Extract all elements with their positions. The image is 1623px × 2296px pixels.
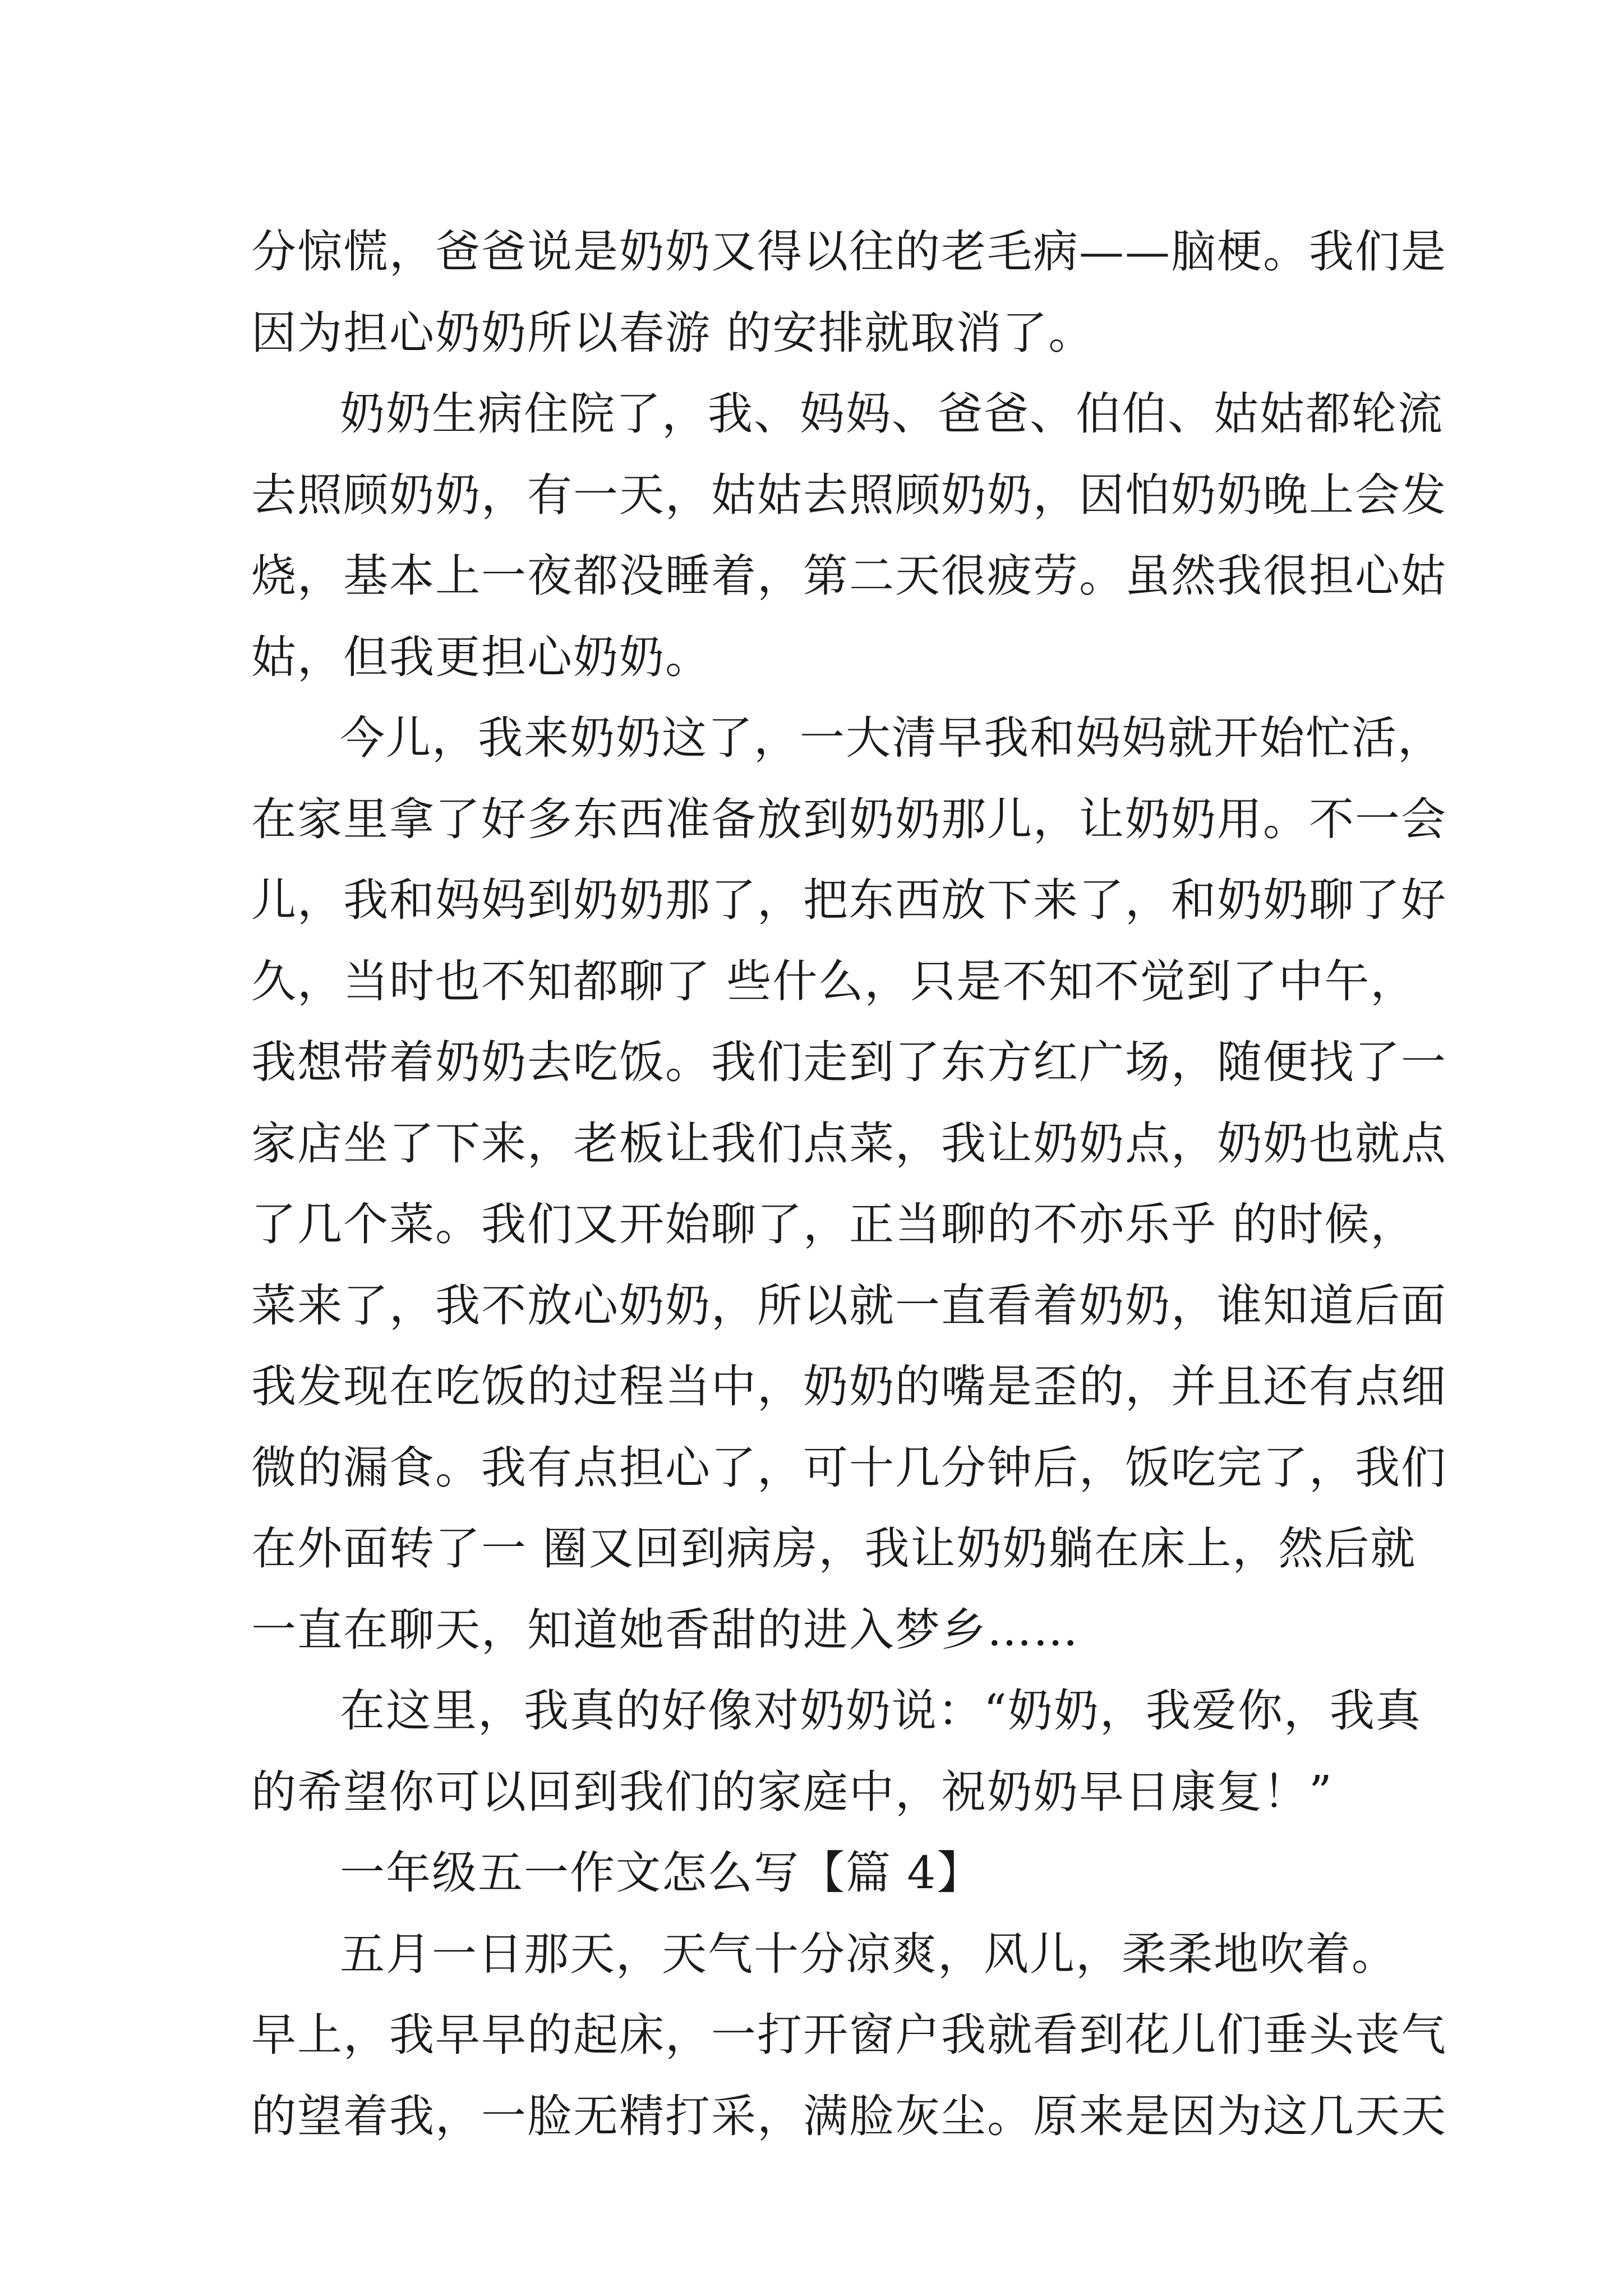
- text-line: 早上，我早早的起床，一打开窗户我就看到花儿们垂头丧气: [251, 2009, 1447, 2061]
- text-line: 了几个菜。我们又开始聊了，正当聊的不亦乐乎 的时候，: [251, 1198, 1417, 1250]
- section-heading: 一年级五一作文怎么写【篇 4】: [340, 1847, 983, 1899]
- text-line: 去照顾奶奶，有一天，姑姑去照顾奶奶，因怕奶奶晚上会发: [251, 468, 1447, 521]
- text-line: 一直在聊天，知道她香甜的进入梦乡……: [251, 1603, 1079, 1656]
- paragraph-start-line: 今儿，我来奶奶这了，一大清早我和妈妈就开始忙活，: [340, 712, 1444, 764]
- text-line: 儿，我和妈妈到奶奶那了，把东西放下来了，和奶奶聊了好: [251, 874, 1447, 926]
- text-line: 久，当时也不知都聊了 些什么，只是不知不觉到了中午，: [251, 955, 1417, 1007]
- text-line: 分惊慌，爸爸说是奶奶又得以往的老毛病——脑梗。我们是: [251, 226, 1447, 278]
- text-line: 我发现在吃饭的过程当中，奶奶的嘴是歪的，并且还有点细: [251, 1360, 1447, 1412]
- text-line: 因为担心奶奶所以春游 的安排就取消了。: [251, 306, 1095, 359]
- text-line: 的希望你可以回到我们的家庭中，祝奶奶早日康复！”: [251, 1765, 1333, 1818]
- text-line: 烧，基本上一夜都没睡着，第二天很疲劳。虽然我很担心姑: [251, 550, 1447, 602]
- paragraph-start-line: 五月一日那天，天气十分凉爽，风儿，柔柔地吹着。: [340, 1927, 1398, 1980]
- text-line: 在家里拿了好多东西准备放到奶奶那儿，让奶奶用。不一会: [251, 793, 1447, 845]
- text-line: 的望着我，一脸无精打采，满脸灰尘。原来是因为这几天天: [251, 2090, 1447, 2142]
- text-line: 我想带着奶奶去吃饭。我们走到了东方红广场，随便找了一: [251, 1036, 1447, 1088]
- text-line: 在外面转了一 圈又回到病房，我让奶奶躺在床上，然后就: [251, 1522, 1417, 1575]
- document-body: [251, 211, 1447, 2157]
- text-line: 姑，但我更担心奶奶。: [251, 631, 711, 683]
- paragraph-start-line: 在这里，我真的好像对奶奶说：“奶奶，我爱你，我真: [340, 1685, 1422, 1737]
- text-line: 菜来了，我不放心奶奶，所以就一直看着奶奶，谁知道后面: [251, 1279, 1447, 1332]
- text-line: 微的漏食。我有点担心了，可十几分钟后，饭吃完了，我们: [251, 1441, 1447, 1494]
- paragraph-start-line: 奶奶生病住院了，我、妈妈、爸爸、伯伯、姑姑都轮流: [340, 388, 1444, 440]
- text-line: 家店坐了下来，老板让我们点菜，我让奶奶点，奶奶也就点: [251, 1117, 1447, 1170]
